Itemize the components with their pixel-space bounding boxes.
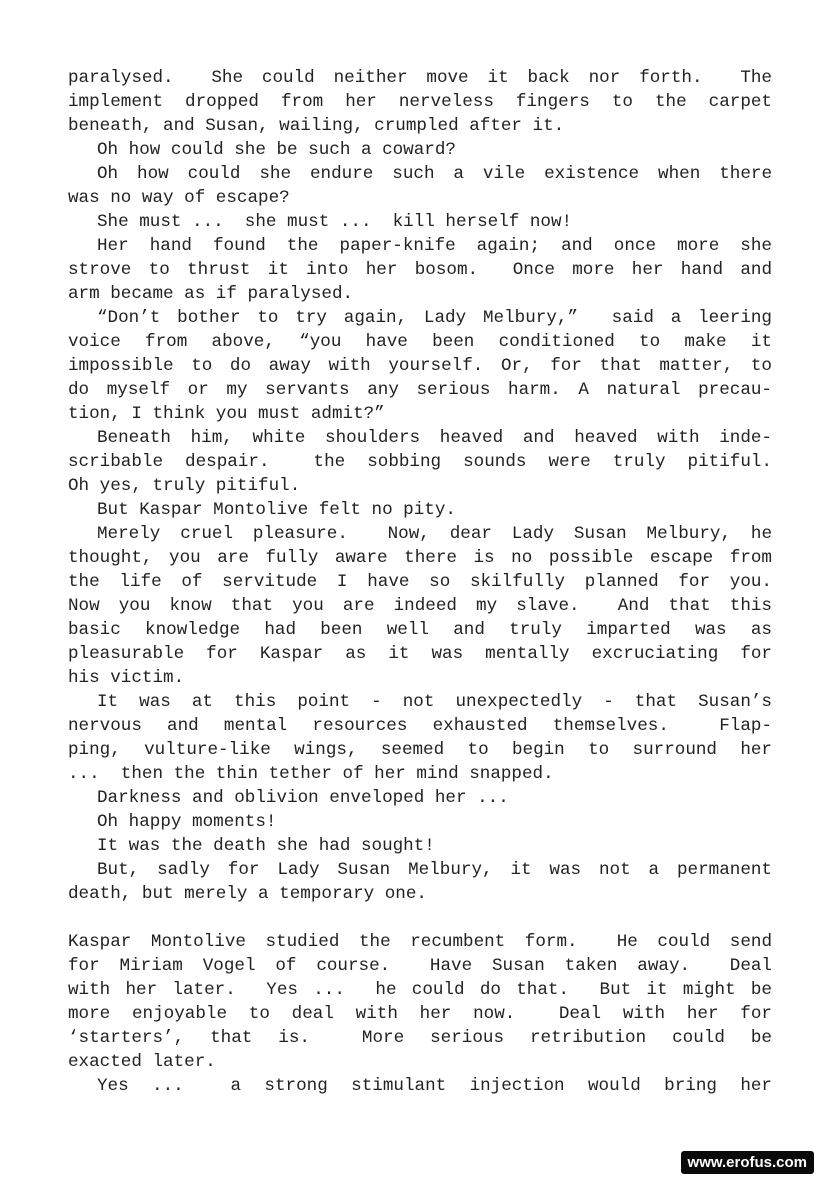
text-line: thought, you are fully aware there is no possible escape from [68,548,772,568]
text-line: for Miriam Vogel of course. Have Susan taken away. Deal [68,956,772,976]
text-line: ... then the thin tether of her mind snapped. [68,764,554,784]
text-line: paralysed. She could neither move it back nor forth. The [68,68,772,88]
text-line: Her hand found the paper-knife again; and once more she [97,236,772,256]
text-line: arm became as if paralysed. [68,284,354,304]
text-line: But Kaspar Montolive felt no pity. [97,500,456,520]
text-line: Oh yes, truly pitiful. [68,476,301,496]
text-line: tion, I think you must admit?” [68,404,385,424]
text-line: the life of servitude I have so skilfully planned for you. [68,572,772,592]
text-line: Beneath him, white shoulders heaved and heaved with inde- [97,428,772,448]
text-line: ping, vulture-like wings, seemed to begin to surround her [68,740,772,760]
text-line: She must ... she must ... kill herself now! [97,212,573,232]
text-line: Oh happy moments! [97,812,277,832]
text-line: pleasurable for Kaspar as it was mentally excruciating for [68,644,772,664]
text-line: But, sadly for Lady Susan Melbury, it was not a permanent [97,860,772,880]
text-line: voice from above, “you have been conditioned to make it [68,332,772,352]
text-line: Yes ... a strong stimulant injection would bring her [97,1076,772,1096]
document-page [68,66,772,1098]
text-line: his victim. [68,668,185,688]
text-line: more enjoyable to deal with her now. Deal with her for [68,1004,772,1024]
watermark-logo: www.erofus.com [681,1151,814,1174]
text-line: Now you know that you are indeed my slave. And that this [68,596,772,616]
text-line: scribable despair. the sobbing sounds were truly pitiful. [68,452,772,472]
paragraph-gap [68,906,772,930]
text-line: It was the death she had sought! [97,836,435,856]
text-line: Merely cruel pleasure. Now, dear Lady Susan Melbury, he [97,524,772,544]
text-line: death, but merely a temporary one. [68,884,427,904]
text-line: It was at this point - not unexpectedly - that Susan’s [97,692,772,712]
text-line: beneath, and Susan, wailing, crumpled after it. [68,116,565,136]
text-line: Oh how could she be such a coward? [97,140,456,160]
text-line: nervous and mental resources exhausted themselves. Flap- [68,716,772,736]
text-line: Darkness and oblivion enveloped her ... [97,788,509,808]
text-line: “Don’t bother to try again, Lady Melbury,” said a leering [97,308,772,328]
text-line: impossible to do away with yourself. Or, for that matter, to [68,356,772,376]
text-line: was no way of escape? [68,188,290,208]
text-line: exacted later. [68,1052,216,1072]
text-line: implement dropped from her nerveless fingers to the carpet [68,92,772,112]
text-line: with her later. Yes ... he could do that. But it might be [68,980,772,1000]
text-line: do myself or my servants any serious harm. A natural precau- [68,380,772,400]
text-line: basic knowledge had been well and truly imparted was as [68,620,772,640]
text-line: Kaspar Montolive studied the recumbent form. He could send [68,932,772,952]
text-line: Oh how could she endure such a vile existence when there [97,164,772,184]
text-line: ‘starters’, that is. More serious retribution could be [68,1028,772,1048]
text-line: strove to thrust it into her bosom. Once more her hand and [68,260,772,280]
